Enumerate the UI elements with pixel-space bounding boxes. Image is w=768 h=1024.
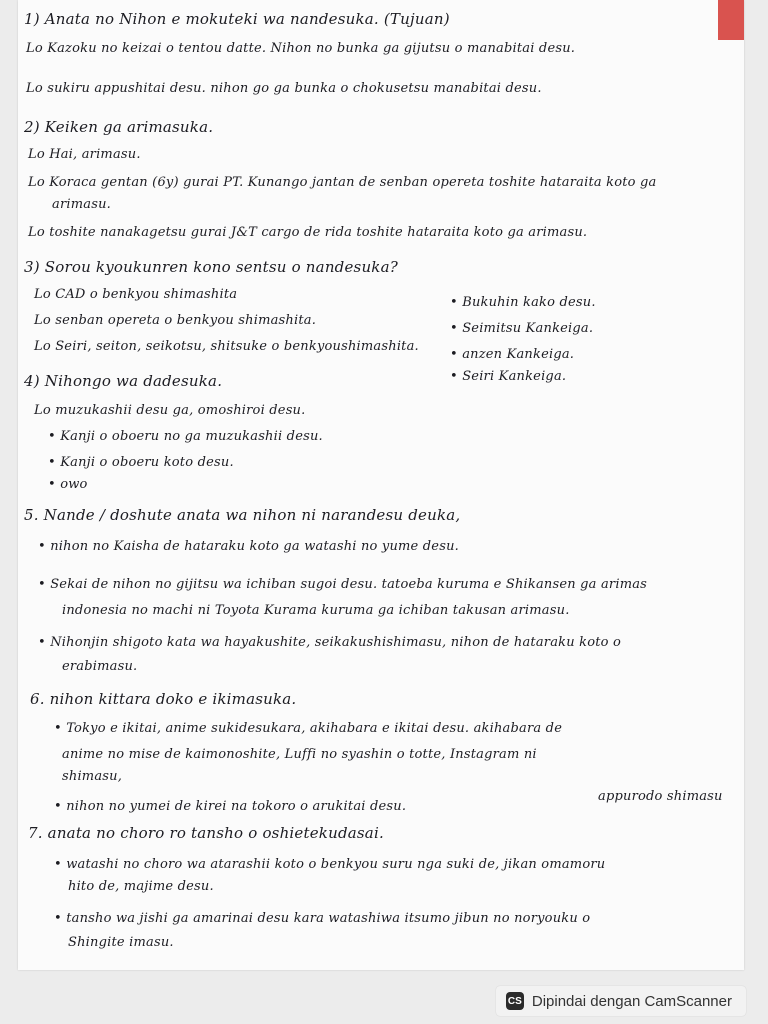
bullet-item: • nihon no yumei de kirei na tokoro o arukitai desu. xyxy=(54,799,407,814)
bullet-item: • Seimitsu Kankeiga. xyxy=(450,321,594,336)
answer-line: erabimasu. xyxy=(62,659,138,674)
answer-line: anime no mise de kaimonoshite, Luffi no syashin o totte, Instagram ni xyxy=(62,747,537,762)
bullet-item: • owo xyxy=(48,477,88,492)
answer-line: Lo CAD o benkyou shimashita xyxy=(34,287,238,302)
answer-line: Lo Seiri, seiton, seikotsu, shitsuke o benkyoushimashita. xyxy=(34,339,419,354)
bullet-item: • Tokyo e ikitai, anime sukidesukara, akihabara e ikitai desu. akihabara de xyxy=(54,721,563,736)
scanned-page xyxy=(18,0,744,970)
question-1: 1) Anata no Nihon e mokuteki wa nandesuka. (Tujuan) xyxy=(24,10,450,28)
page-edge-strip xyxy=(718,0,744,40)
bullet-item: • watashi no choro wa atarashii koto o benkyou suru nga suki de, jikan omamoru xyxy=(54,857,606,872)
answer-line: Lo Koraca gentan (6y) gurai PT. Kunango jantan de senban opereta toshite hataraita koto ga xyxy=(28,175,657,190)
answer-line: Lo Kazoku no keizai o tentou datte. Nihon no bunka ga gijutsu o manabitai desu. xyxy=(26,41,576,56)
bullet-item: • tansho wa jishi ga amarinai desu kara watashiwa itsumo jibun no noryouku o xyxy=(54,911,591,926)
bullet-item: • Kanji o oboeru koto desu. xyxy=(48,455,234,470)
answer-line: hito de, majime desu. xyxy=(68,879,214,894)
question-3: 3) Sorou kyoukunren kono sentsu o nandesuka? xyxy=(24,258,398,276)
bullet-item: • Kanji o oboeru no ga muzukashii desu. xyxy=(48,429,323,444)
answer-line: Lo toshite nanakagetsu gurai J&T cargo de rida toshite hataraita koto ga arimasu. xyxy=(28,225,588,240)
watermark-label: Dipindai dengan CamScanner xyxy=(531,992,732,1010)
answer-line: appurodo shimasu xyxy=(598,789,723,804)
bullet-item: • Nihonjin shigoto kata wa hayakushite, seikakushishimasu, nihon de hataraku koto o xyxy=(38,635,622,650)
answer-line: indonesia no machi ni Toyota Kurama kuruma ga ichiban takusan arimasu. xyxy=(62,603,570,618)
question-6: 6. nihon kittara doko e ikimasuka. xyxy=(30,690,297,708)
camscanner-logo-icon: CS xyxy=(506,992,524,1010)
answer-line: shimasu, xyxy=(62,769,123,784)
bullet-item: • nihon no Kaisha de hataraku koto ga watashi no yume desu. xyxy=(38,539,459,554)
camscanner-watermark xyxy=(496,986,746,1016)
question-2: 2) Keiken ga arimasuka. xyxy=(24,118,214,136)
answer-line: Lo senban opereta o benkyou shimashita. xyxy=(34,313,317,328)
bullet-item: • Bukuhin kako desu. xyxy=(450,295,596,310)
answer-line: arimasu. xyxy=(52,197,111,212)
bullet-item: • Seiri Kankeiga. xyxy=(450,369,567,384)
answer-line: Shingite imasu. xyxy=(68,935,174,950)
answer-line: Lo sukiru appushitai desu. nihon go ga bunka o chokusetsu manabitai desu. xyxy=(26,81,542,96)
answer-line: Lo Hai, arimasu. xyxy=(28,147,141,162)
bullet-item: • anzen Kankeiga. xyxy=(450,347,575,362)
bullet-item: • Sekai de nihon no gijitsu wa ichiban sugoi desu. tatoeba kuruma e Shikansen ga arimas xyxy=(38,577,648,592)
answer-line: Lo muzukashii desu ga, omoshiroi desu. xyxy=(34,403,306,418)
question-7: 7. anata no choro ro tansho o oshietekudasai. xyxy=(28,824,384,842)
question-5: 5. Nande / doshute anata wa nihon ni narandesu deuka, xyxy=(24,506,461,524)
question-4: 4) Nihongo wa dadesuka. xyxy=(24,372,223,390)
